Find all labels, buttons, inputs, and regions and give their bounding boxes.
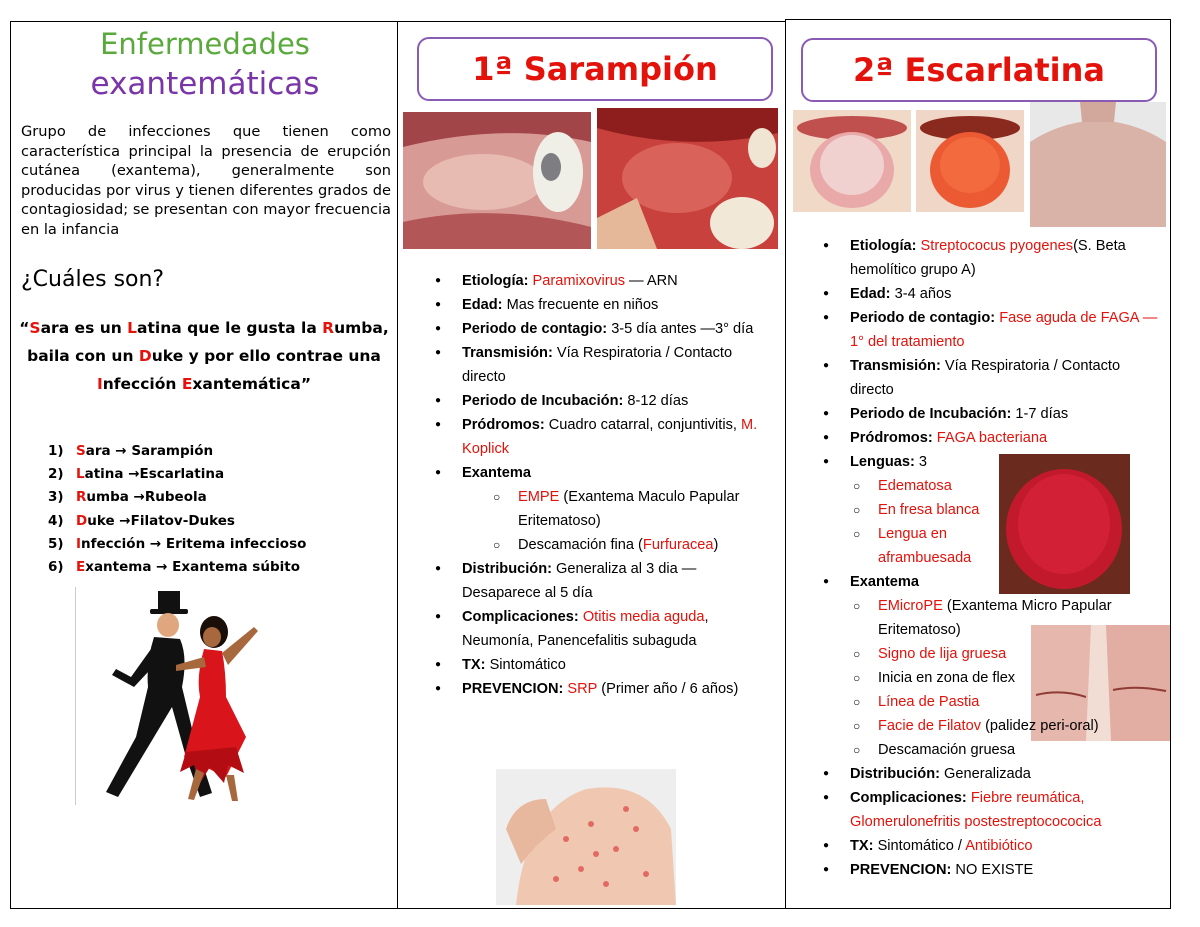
list-item: ○ EMPE (Exantema Maculo Papular Eritematoso) [433,485,778,533]
list-item: 2) Latina →Escarlatina [48,466,225,483]
list-item: ● Periodo de contagio: 3-5 día antes —3° día [433,317,778,341]
red-strawberry-tongue-photo [916,110,1024,212]
list-item: ○ En fresa blanca [821,498,1166,522]
list-item: ○ Lengua en aframbuesada [821,522,978,570]
list-item: ○ Inicia en zona de flex [821,666,1166,690]
list-item: ○ Línea de Pastia [821,690,1166,714]
panel-sarampion [397,21,786,909]
list-item: 6) Exantema → Exantema súbito [48,559,300,576]
list-item: ● PREVENCION: SRP (Primer año / 6 años) [433,677,778,701]
measles-back-photo [496,769,676,905]
list-item: ● Pródromos: Cuadro catarral, conjuntivitis, M. Koplick [433,413,778,461]
title-escarlatina: 2ª Escarlatina [801,38,1157,102]
list-item: ● PREVENCION: NO EXISTE [821,858,1166,882]
list-item: ○ Descamación fina (Furfuracea) [433,533,778,557]
list-item: 3) Rumba →Rubeola [48,489,207,506]
sarampion-list [433,269,778,701]
list-item: ○ Signo de lija gruesa [821,642,1166,666]
white-strawberry-tongue-photo [793,110,911,212]
list-item: ○ Descamación gruesa [821,738,1166,762]
list-item: ● Etiología: Streptococus pyogenes(S. Beta hemolítico grupo A) [821,234,1166,282]
panel-intro [10,21,398,909]
list-item: ● Distribución: Generalizada [821,762,1166,786]
list-item: 4) Duke →Filatov-Dukes [48,512,235,529]
list-item: ● Edad: Mas frecuente en niños [433,293,778,317]
panel-escarlatina [785,19,1171,909]
list-item: ● Periodo de Incubación: 1-7 días [821,402,1166,426]
dancers-illustration [75,587,288,805]
title-enfermedades: Enfermedades [100,27,310,61]
list-item: ● Complicaciones: Fiebre reumática, Glomerulonefritis postestreptocococica [821,786,1166,834]
koplik-mouth-photo-2 [597,108,778,249]
list-item: ○ EMicroPE (Exantema Micro Papular Eritematoso) [821,594,1166,642]
question-heading: ¿Cuáles son? [21,267,165,292]
koplik-mouth-photo-1 [403,112,591,249]
list-item: ● Periodo de contagio: Fase aguda de FAGA — 1° del tratamiento [821,306,1166,354]
escarlatina-list [821,234,1166,882]
list-item: 1) Sara → Sarampión [48,443,214,459]
list-item: ● Distribución: Generaliza al 3 dia — Desaparece al 5 día [433,557,778,605]
list-item: ● Pródromos: FAGA bacteriana [821,426,1166,450]
list-item: ● Exantema [821,570,1166,594]
list-item: ○ Facie de Filatov (palidez peri-oral) [821,714,1166,738]
disease-list [48,440,306,579]
title-sarampion: 1ª Sarampión [417,37,773,101]
list-item: ● TX: Sintomático [433,653,778,677]
list-item: ● Edad: 3-4 años [821,282,1166,306]
list-item: 5) Infección → Eritema infeccioso [48,535,307,552]
list-item: ● Transmisión: Vía Respiratoria / Contacto directo [821,354,1166,402]
list-item: ● Complicaciones: Otitis media aguda, Neumonía, Panencefalitis subaguda [433,605,778,653]
list-item: ● Exantema [433,461,778,485]
intro-paragraph: Grupo de infecciones que tienen como característica principal la presencia de erupción cutánea (exantema), generalmente son producidas por virus y tienen diferentes grados de contagiosidad; se presentan con mayor frecuencia en la infancia [21,123,391,238]
title-exantematicas: exantemáticas [90,66,320,102]
scarlet-back-photo [1030,102,1166,227]
list-item: ● TX: Sintomático / Antibiótico [821,834,1166,858]
list-item: ● Etiología: Paramixovirus — ARN [433,269,778,293]
list-item: ● Periodo de Incubación: 8-12 días [433,389,778,413]
mnemonic-phrase: “Sara es un Latina que le gusta la Rumba, baila con un Duke y por ello contrae una Infección Exantemática” [19,319,389,393]
list-item: ● Transmisión: Vía Respiratoria / Contacto directo [433,341,778,389]
list-item: ● Lenguas: 3 [821,450,1166,474]
list-item: ○ Edematosa [821,474,1166,498]
